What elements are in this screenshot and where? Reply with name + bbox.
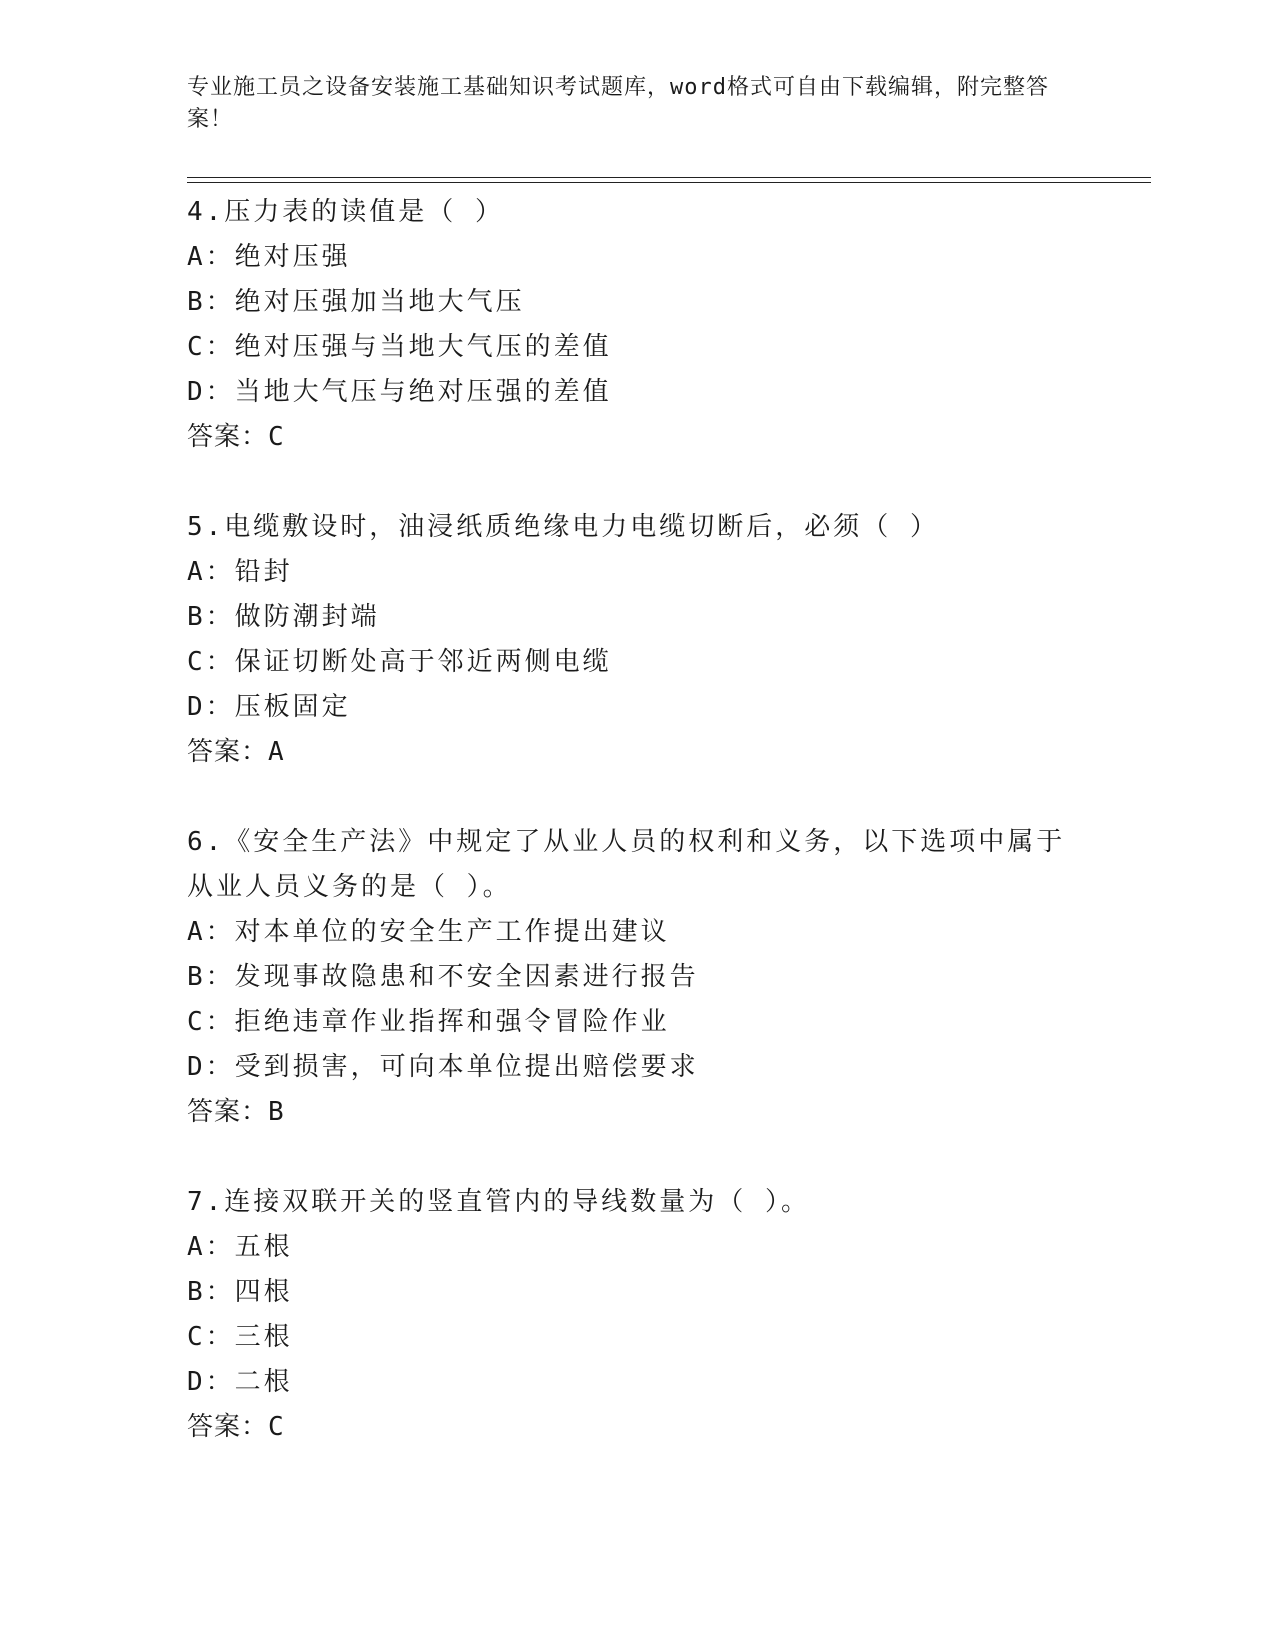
answer-line: 答案：A (187, 737, 285, 767)
answer-line: 答案：B (187, 1097, 285, 1127)
document-header: 专业施工员之设备安装施工基础知识考试题库，word格式可自由下载编辑，附完整答案！ (187, 75, 1049, 132)
option-a: A：五根 (187, 1232, 293, 1262)
question-spacer (187, 775, 1087, 820)
option-b: B：发现事故隐患和不安全因素进行报告 (187, 962, 699, 992)
option-b: B：做防潮封端 (187, 602, 380, 632)
option-a: A：绝对压强 (187, 242, 351, 272)
option-d: D：二根 (187, 1367, 293, 1397)
option-c: C：绝对压强与当地大气压的差值 (187, 332, 612, 362)
option-c: C：拒绝违章作业指挥和强令冒险作业 (187, 1007, 670, 1037)
option-d: D：当地大气压与绝对压强的差值 (187, 377, 612, 407)
question-stem: 5.电缆敷设时，油浸纸质绝缘电力电缆切断后，必须（ ） (187, 512, 939, 542)
question-item (187, 820, 1087, 1135)
question-item (187, 190, 1087, 460)
header-rule-bottom (187, 182, 1151, 183)
question-list (187, 190, 1087, 1450)
answer-line: 答案：C (187, 1412, 285, 1442)
question-spacer (187, 1135, 1087, 1180)
option-d: D：受到损害，可向本单位提出赔偿要求 (187, 1052, 699, 1082)
question-stem: 4.压力表的读值是（ ） (187, 197, 504, 227)
header-rule-top (187, 177, 1151, 178)
option-d: D：压板固定 (187, 692, 351, 722)
option-b: B：四根 (187, 1277, 293, 1307)
question-stem: 6.《安全生产法》中规定了从业人员的权利和义务，以下选项中属于从业人员义务的是（ ）。 (187, 827, 1066, 902)
question-item (187, 1180, 1087, 1450)
question-stem: 7.连接双联开关的竖直管内的导线数量为（ ）。 (187, 1187, 810, 1217)
answer-line: 答案：C (187, 422, 285, 452)
option-c: C：三根 (187, 1322, 293, 1352)
option-a: A：对本单位的安全生产工作提出建议 (187, 917, 670, 947)
option-b: B：绝对压强加当地大气压 (187, 287, 525, 317)
option-a: A：铅封 (187, 557, 293, 587)
option-c: C：保证切断处高于邻近两侧电缆 (187, 647, 612, 677)
question-spacer (187, 460, 1087, 505)
question-item (187, 505, 1087, 775)
